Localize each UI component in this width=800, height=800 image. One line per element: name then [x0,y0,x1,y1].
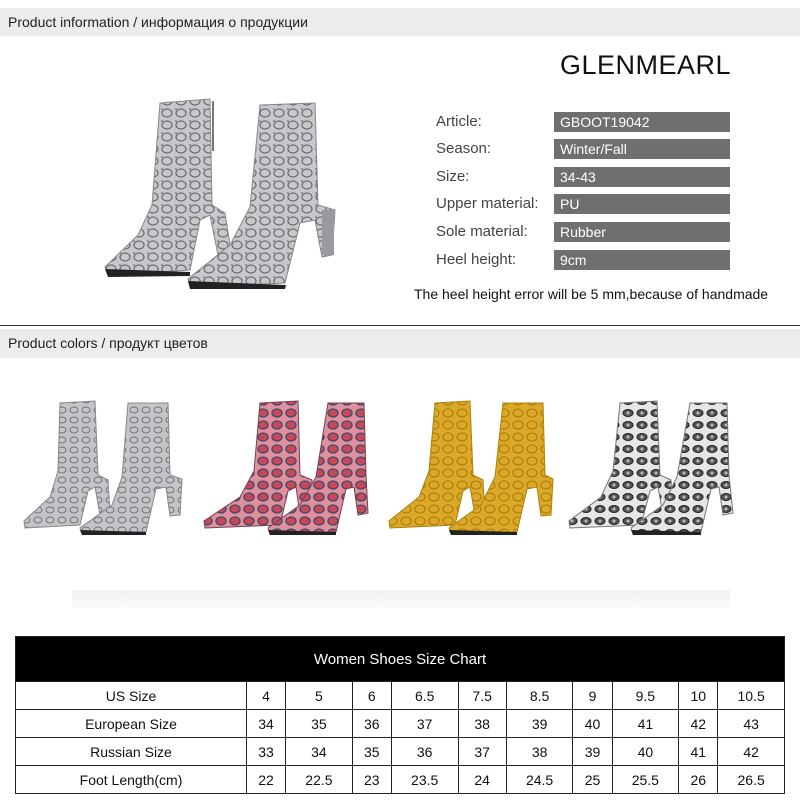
boot-variant-pink[interactable] [200,395,370,535]
spec-label: Sole material: [436,223,528,240]
table-cell: 42 [679,710,718,738]
row-label: Russian Size [16,738,247,766]
spec-value: GBOOT19042 [554,112,730,132]
table-cell: 35 [352,738,391,766]
table-row-european-size [16,710,785,738]
boot-variant-gold[interactable] [385,395,555,535]
spec-label: Season: [436,140,492,157]
table-cell: 26.5 [718,766,785,794]
table-cell: 41 [679,738,718,766]
table-cell: 39 [506,710,573,738]
table-cell: 37 [458,738,506,766]
spec-value: Winter/Fall [554,139,730,159]
table-row-russian-size [16,738,785,766]
table-cell: 25 [573,766,612,794]
spec-label: Upper material: [436,195,539,212]
table-cell: 5 [286,682,353,710]
table-cell: 10 [679,682,718,710]
table-cell: 38 [506,738,573,766]
table-cell: 4 [247,682,286,710]
table-cell: 41 [612,710,679,738]
row-label: European Size [16,710,247,738]
spec-label: Heel height: [436,251,517,268]
table-cell: 36 [391,738,458,766]
table-cell: 6.5 [391,682,458,710]
table-cell: 6 [352,682,391,710]
spec-value: 34-43 [554,167,730,187]
table-cell: 34 [247,710,286,738]
table-cell: 37 [391,710,458,738]
table-cell: 23 [352,766,391,794]
table-cell: 9.5 [612,682,679,710]
size-chart-table [15,636,785,794]
table-cell: 25.5 [612,766,679,794]
table-cell: 26 [679,766,718,794]
table-cell: 33 [247,738,286,766]
table-cell: 23.5 [391,766,458,794]
heel-height-note: The heel height error will be 5 mm,because of handmade [414,286,769,302]
brand-name: GLENMEARL [560,50,732,80]
table-cell: 39 [573,738,612,766]
row-label: Foot Length(cm) [16,766,247,794]
table-cell: 22 [247,766,286,794]
table-cell: 35 [286,710,353,738]
table-cell: 40 [573,710,612,738]
product-colors-header: Product colors / продукт цветов [0,329,800,358]
product-info-header: Product information / информация о продукции [0,8,800,36]
spec-value: 9cm [554,250,730,270]
table-cell: 22.5 [286,766,353,794]
main-boots-image [90,95,350,295]
table-cell: 9 [573,682,612,710]
table-row-foot-length [16,766,785,794]
size-chart-title: Women Shoes Size Chart [16,637,785,682]
table-cell: 8.5 [506,682,573,710]
boot-variant-silver[interactable] [20,395,190,535]
table-cell: 36 [352,710,391,738]
spec-label: Article: [436,113,482,130]
table-cell: 42 [718,738,785,766]
table-row-us-size [16,682,785,710]
table-cell: 24.5 [506,766,573,794]
spec-value: PU [554,194,730,214]
row-label: US Size [16,682,247,710]
spec-label: Size: [436,168,470,185]
table-cell: 10.5 [718,682,785,710]
table-cell: 34 [286,738,353,766]
table-cell: 40 [612,738,679,766]
table-cell: 43 [718,710,785,738]
spec-value: Rubber [554,222,730,242]
section-divider [0,325,800,326]
table-cell: 38 [458,710,506,738]
table-cell: 24 [458,766,506,794]
decorative-shadow-strip [72,590,730,608]
table-cell: 7.5 [458,682,506,710]
boot-variant-white[interactable] [565,395,735,535]
